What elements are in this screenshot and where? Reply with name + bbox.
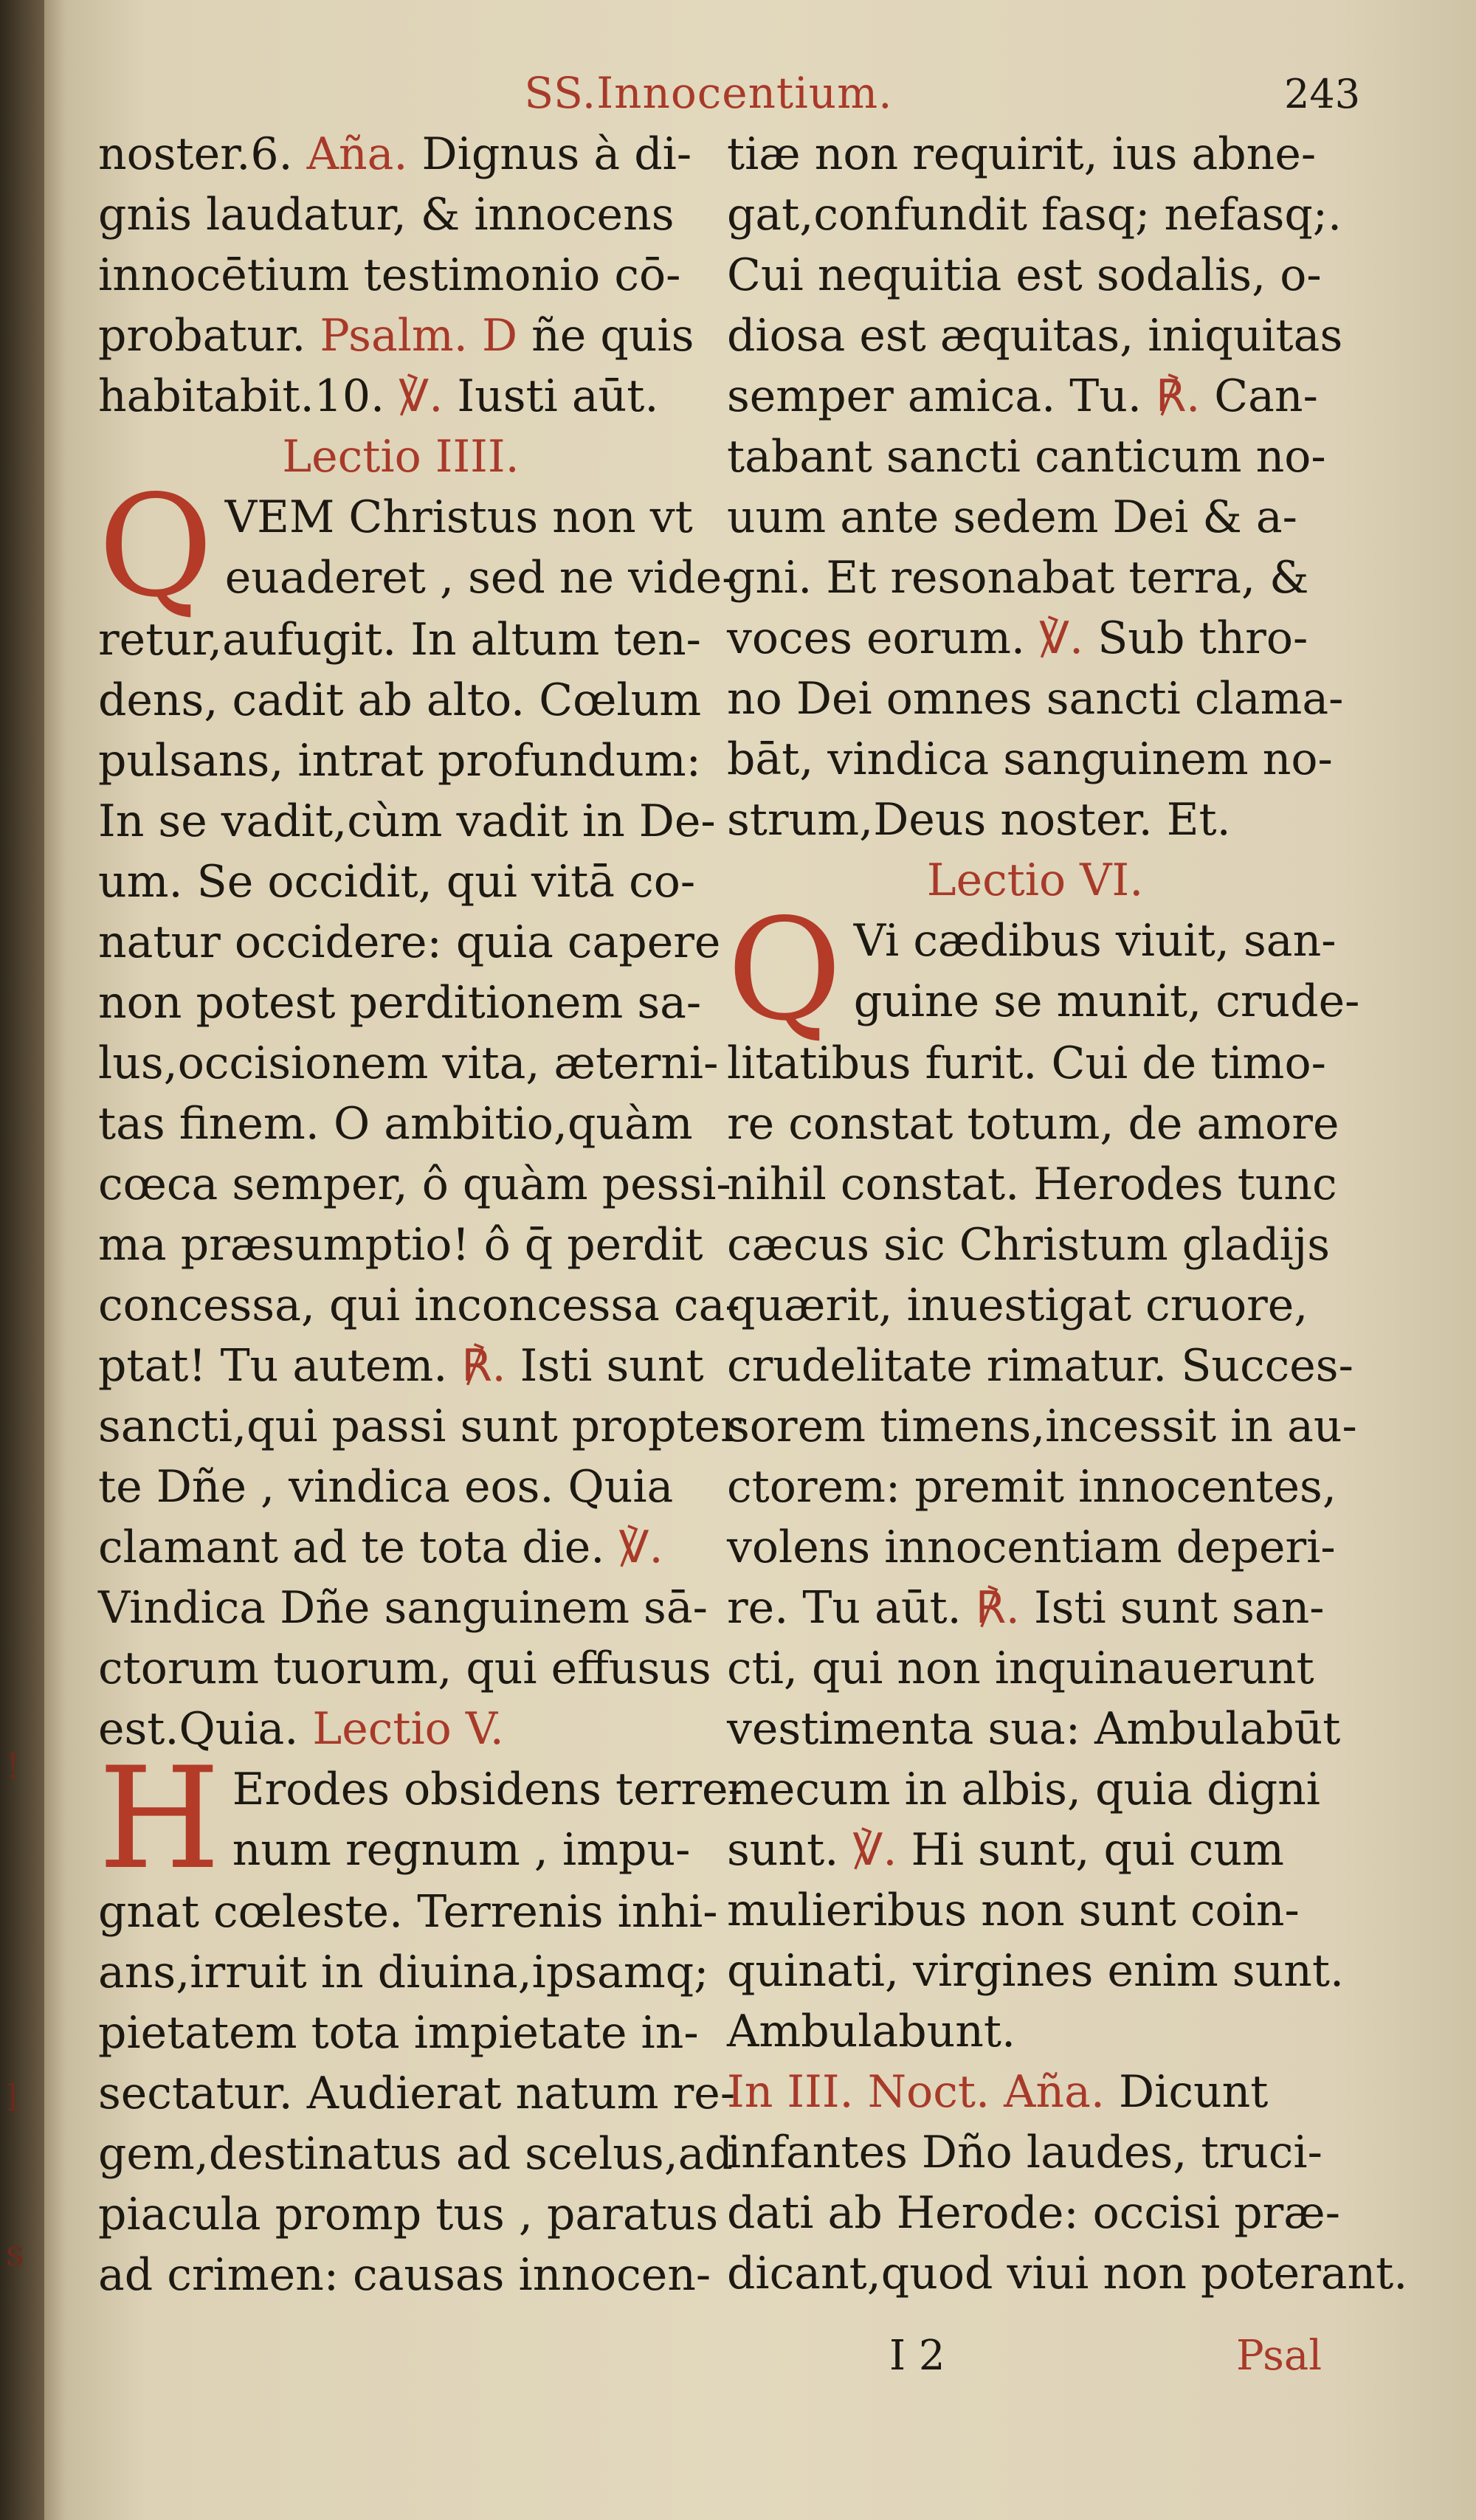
lectio-v-paragraph: [98, 1737, 743, 2305]
text-line: VEM Christus non vt: [224, 491, 693, 543]
text-line: non potest perditionem sa-: [98, 977, 702, 1029]
text-line: strum,Deus noster. Et.: [727, 794, 1231, 846]
text-line: sectatur. Audierat natum re-: [98, 2068, 736, 2119]
text-line: num regnum , impu-: [232, 1824, 691, 1876]
text-line: sancti,qui passi sunt propter: [98, 1401, 742, 1452]
lectio-vi-paragraph: [727, 888, 1360, 2062]
versicle-symbol: ℣.: [1039, 612, 1084, 664]
text-line: volens innocentiam deperi-: [727, 1522, 1336, 1573]
text-line: ma præsumptio! ô q̄ perdit: [98, 1219, 703, 1271]
text-line: gem,destinatus ad scelus,ad: [98, 2128, 733, 2180]
text-line: Cui nequitia est sodalis, o-: [727, 249, 1322, 301]
text-line: euaderet , sed ne vide-: [224, 552, 737, 604]
lectio-iv-paragraph: [98, 465, 742, 1759]
text-line: cti, qui non inquinauerunt: [727, 1643, 1314, 1694]
text-line: Dignus à di-: [407, 128, 692, 180]
text-line: Ambulabunt.: [727, 2006, 1016, 2057]
text-line: ad crimen: causas innocen-: [98, 2249, 711, 2301]
nocturn-heading: In III. Noct. Aña.: [727, 2066, 1105, 2118]
text-line: Sub thro-: [1083, 612, 1308, 664]
text-line: piacula promp tus , paratus: [98, 2189, 719, 2240]
text-line: ctorum tuorum, qui effusus: [98, 1643, 711, 1694]
text-line: litatibus furit. Cui de timo-: [727, 1038, 1326, 1089]
text-line: cæcus sic Christum gladijs: [727, 1219, 1331, 1271]
text-line: semper amica. Tu.: [727, 370, 1156, 422]
lectio-heading: Lectio VI.: [926, 855, 1144, 906]
versicle-symbol: ℣.: [399, 370, 444, 422]
text-line: vestimenta sua: Ambulabūt: [727, 1703, 1341, 1755]
text-line: concessa, qui inconcessa ca-: [98, 1280, 740, 1331]
text-line: gnat cœleste. Terrenis inhi-: [98, 1886, 718, 1938]
text-line: no Dei omnes sancti clama-: [727, 673, 1344, 725]
text-line: Vi cædibus viuit, san-: [853, 915, 1337, 967]
text-line: Dicunt: [1104, 2066, 1269, 2118]
text-line: quinati, virgines enim sunt.: [727, 1945, 1345, 1997]
text-line: te Dñe , vindica eos. Quia: [98, 1461, 674, 1513]
text-line: mecum in albis, quia digni: [727, 1764, 1320, 1815]
text-line: pietatem tota impietate in-: [98, 2007, 699, 2059]
drop-capital: H: [98, 1737, 221, 1900]
gutter-fragment: !: [6, 1746, 21, 1787]
text-line: Isti sunt: [506, 1340, 704, 1392]
drop-capital: Q: [98, 465, 213, 628]
signature-mark: I 2: [889, 2332, 945, 2380]
text-line: Iusti aūt.: [443, 370, 659, 422]
versicle-symbol: ℣.: [852, 1824, 897, 1876]
text-line: sorem timens,incessit in au-: [727, 1401, 1357, 1452]
text-line: mulieribus non sunt coin-: [727, 1885, 1300, 1936]
gutter-fragment: s: [6, 2233, 24, 2274]
text-line: tiæ non requirit, ius abne-: [727, 128, 1317, 180]
text-line: clamant ad te tota die.: [98, 1522, 619, 1573]
text-line: gnis laudatur, & innocens: [98, 189, 675, 241]
text-line: est.Quia.: [98, 1703, 313, 1755]
text-line: crudelitate rimatur. Succes-: [727, 1340, 1353, 1392]
text-line: voces eorum.: [727, 612, 1039, 664]
left-column: [98, 124, 743, 2305]
text-line: ctorem: premit innocentes,: [727, 1461, 1337, 1513]
text-line: re constat totum, de amore: [727, 1098, 1339, 1150]
text-line: habitabit.10.: [98, 370, 399, 422]
text-line: gat,confundit fasq; nefasq;.: [727, 189, 1342, 241]
rubric: Aña.: [306, 128, 408, 180]
text-line: um. Se occidit, qui vitā co-: [98, 856, 696, 908]
text-line: diosa est æquitas, iniquitas: [727, 310, 1343, 362]
text-line: pulsans, intrat profundum:: [98, 735, 701, 787]
text-line: re. Tu aūt.: [727, 1582, 976, 1634]
text-line: cœca semper, ô quàm pessi-: [98, 1159, 731, 1210]
rubric: Psalm. D: [320, 310, 518, 362]
text-line: uum ante sedem Dei & a-: [727, 491, 1297, 543]
binding-gutter: [0, 0, 44, 2520]
text-line: In se vadit,cùm vadit in De-: [98, 795, 716, 847]
text-line: dens, cadit ab alto. Cœlum: [98, 674, 702, 726]
text-line: infantes Dño laudes, truci-: [727, 2127, 1322, 2178]
text-line: ptat! Tu autem.: [98, 1340, 462, 1392]
text-line: dicant,quod viui non poterant.: [727, 2248, 1408, 2299]
running-head: SS.Innocentium.: [524, 68, 893, 118]
text-line: Isti sunt san-: [1019, 1582, 1325, 1634]
text-line: probatur.: [98, 310, 320, 362]
text-line: ans,irruit in diuina,ipsamq;: [98, 1947, 709, 1998]
text-line: ñe quis: [517, 310, 694, 362]
text-line: nihil constat. Herodes tunc: [727, 1159, 1337, 1210]
text-line: guine se munit, crude-: [853, 976, 1360, 1027]
text-line: innocētium testimonio cō-: [98, 249, 681, 301]
text-line: noster.6.: [98, 128, 307, 180]
text-line: tas finem. O ambitio,quàm: [98, 1098, 693, 1150]
gutter-fragment: l: [7, 2078, 19, 2119]
lectio-heading: Lectio IIII.: [282, 431, 520, 483]
text-line: dati ab Herode: occisi præ-: [727, 2187, 1340, 2239]
catchword: Psal: [1236, 2332, 1322, 2380]
text-line: lus,occisionem vita, æterni-: [98, 1038, 719, 1089]
text-line: quærit, inuestigat cruore,: [727, 1280, 1308, 1331]
response-symbol: ℟.: [975, 1582, 1020, 1634]
response-symbol: ℟.: [461, 1340, 506, 1392]
text-line: sunt.: [727, 1824, 853, 1876]
text-line: gni. Et resonabat terra, &: [727, 552, 1309, 604]
text-line: Hi sunt, qui cum: [897, 1824, 1284, 1876]
text-line: Vindica Dñe sanguinem sā-: [98, 1582, 708, 1634]
right-column: [727, 124, 1408, 2304]
versicle-symbol: ℣.: [618, 1522, 663, 1573]
text-line: Erodes obsidens terre-: [232, 1764, 743, 1815]
response-symbol: ℟.: [1156, 370, 1201, 422]
text-line: natur occidere: quia capere: [98, 916, 721, 968]
text-line: bāt, vindica sanguinem no-: [727, 733, 1333, 785]
page-number: 243: [1284, 71, 1361, 117]
text-line: retur,aufugit. In altum ten-: [98, 614, 701, 666]
lectio-heading: Lectio V.: [312, 1703, 504, 1755]
drop-capital: Q: [727, 888, 842, 1052]
text-line: Can-: [1200, 370, 1318, 422]
text-line: tabant sancti canticum no-: [727, 431, 1326, 483]
